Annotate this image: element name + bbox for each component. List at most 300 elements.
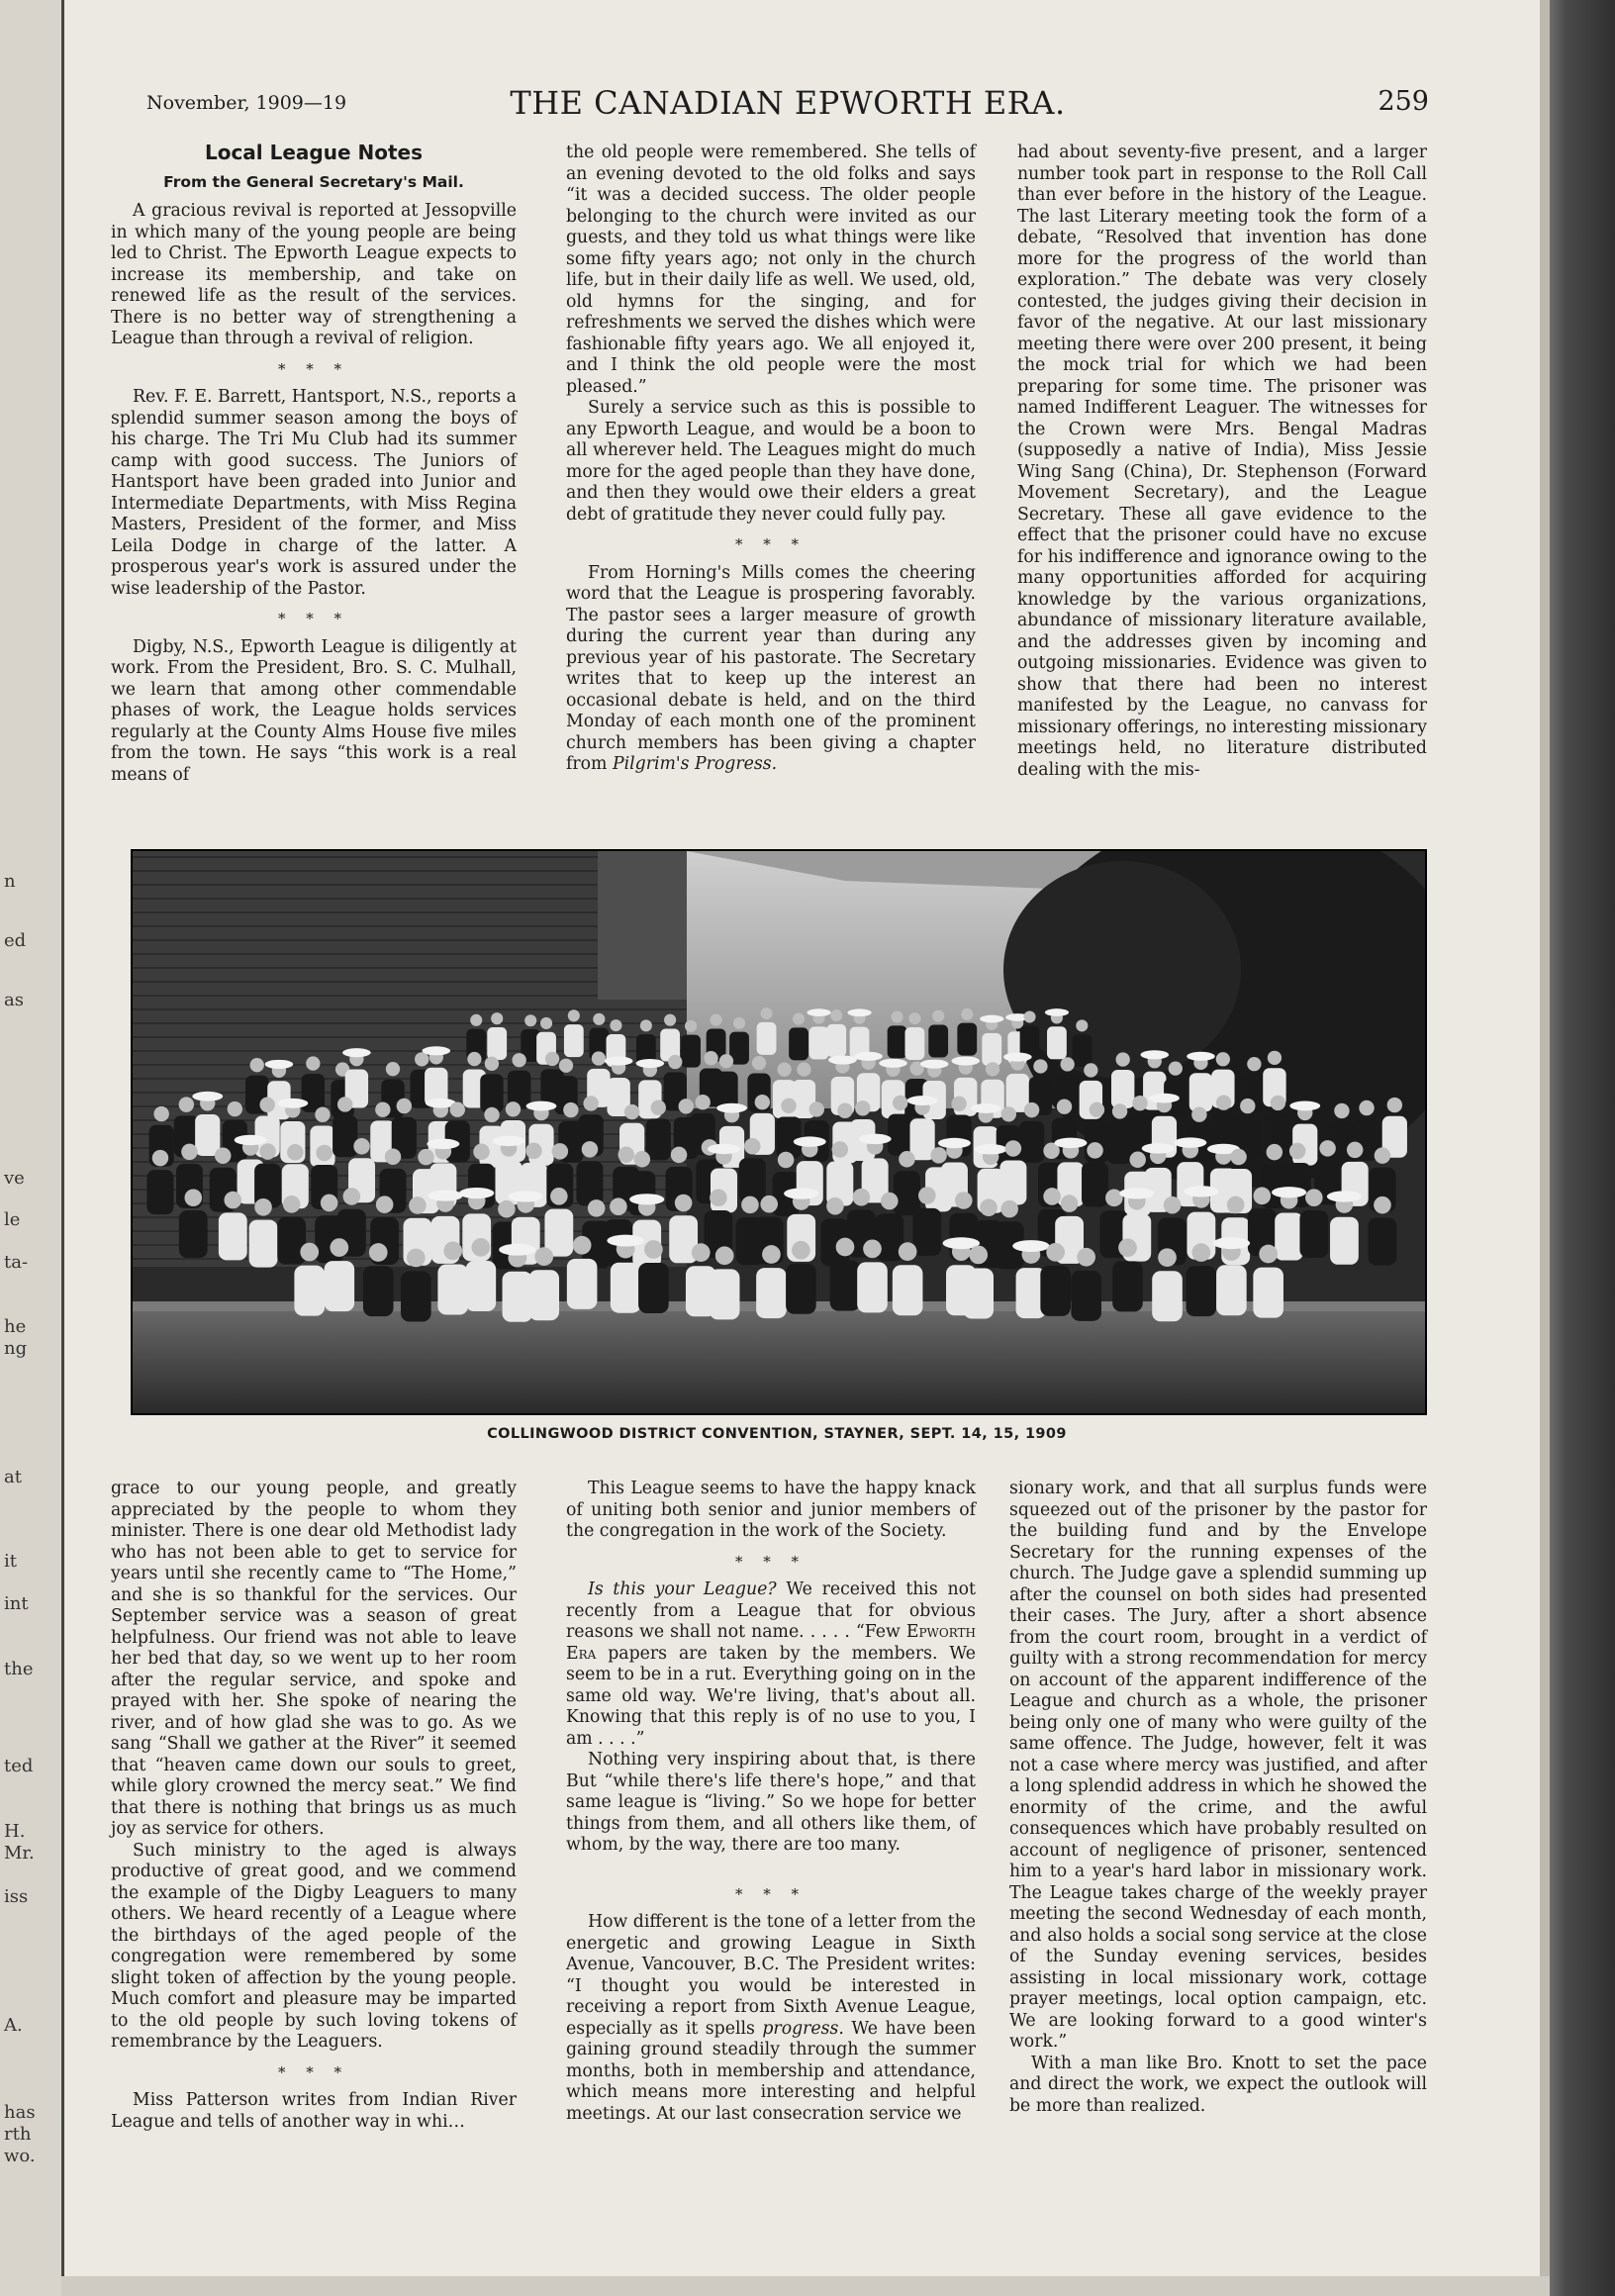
person-hat [794,1136,826,1147]
person-hat [427,1139,459,1150]
person-head [761,1007,773,1019]
person-hat [423,1046,451,1055]
person-hat [1149,1094,1180,1103]
page-number: 259 [1378,86,1429,117]
person-body [894,1171,920,1215]
margin-fragment: rth [4,2124,32,2145]
person-body [466,1261,497,1311]
person-head [337,1097,352,1111]
person-hat [459,1188,494,1198]
person-body [363,1266,394,1316]
person-hat [1012,1240,1049,1252]
person-head [369,1243,388,1262]
person-head [692,1243,711,1262]
person-hat [636,1059,665,1068]
person-head [300,1243,319,1262]
person-body [776,1117,801,1159]
person-head [675,1195,693,1212]
person-head [777,1063,791,1077]
person-body [1369,1217,1397,1265]
person-head [830,1009,842,1021]
person-hat [265,1060,294,1069]
person-body [325,1261,355,1311]
person-head [470,1014,482,1026]
person-hat [971,1103,1001,1113]
person-hat [980,1015,1003,1023]
person-head [181,1144,198,1161]
person-body [1047,1026,1067,1059]
person-hat [975,1144,1007,1155]
person-hat [854,1052,883,1061]
person-head [1164,1196,1182,1214]
column-2 [566,143,976,776]
person-hat [716,1103,747,1113]
margin-fragment: ted [4,1756,34,1776]
person-hat [277,1099,308,1108]
person-head [955,1192,973,1209]
paragraph-text: We received this not recently from a League that for obvious reasons we shall not name. . . . . “Few [566,1579,976,1642]
person-head [250,1058,264,1072]
person-head [832,1141,849,1158]
paragraph: Such ministry to the aged is always productive of great good, and we commend the example of the Digby Leaguers to many others. We heard recently of a League where the birthdays of the aged people of the congregation were remembered by some slight token of affection by the young people. Much comfort and pleasure may be imparted to the old people by such loving tokens of remembrance by the Leaguers. [111,1840,517,2052]
person-head [316,1145,332,1162]
person-head [918,1187,936,1204]
paragraph [566,563,976,776]
person-hat [1119,1188,1154,1198]
person-head [1046,1243,1065,1262]
person-head [1087,1142,1103,1159]
paragraph: This League seems to have the happy knack of uniting both senior and junior members of the congregation in the work of the Society. [566,1479,976,1541]
person-body [1082,1162,1108,1206]
person-body [710,1269,740,1319]
person-head [184,1189,202,1206]
margin-fragment: as [4,990,24,1010]
person-head [908,1012,920,1024]
person-hat [493,1136,525,1147]
person-body [1072,1034,1092,1067]
person-head [1247,1057,1261,1071]
person-hat [509,1191,543,1201]
separator-stars: * * * [277,610,350,627]
person-body [756,1268,787,1318]
publication-name: Epworth Era [566,1622,976,1664]
person-head [1375,1147,1391,1164]
person-head [1061,1195,1079,1212]
person-head [179,1097,194,1111]
person-head [450,1101,465,1116]
paragraph: Digby, N.S., Epworth League is diligently at work. From the President, Bro. S. C. Mulhall, we learn that among other commendable phases of work, the League holds services regularly at the County Alms House five miles from the town. He says “this work is a real means of [111,636,517,785]
person-body [957,1023,977,1056]
separator-stars: * * * [277,359,350,378]
person-head [315,1107,330,1122]
section-subheading: From the General Secretary's Mail. [163,172,464,191]
person-head [744,1138,761,1155]
person-head [951,1097,966,1111]
person-head [610,1019,621,1031]
person-head [343,1188,361,1205]
person-head [552,1143,569,1160]
person-head [491,1012,503,1024]
paragraph-text: papers are taken by the members. We seem to be in a rut. Everything going on in the same old way. We're living, that's about all. Knowing that this reply is of no use to you, I am . . . .” [566,1643,976,1749]
ground [133,1306,1425,1413]
person-hat [828,1055,857,1064]
person-head [1000,1200,1018,1218]
person-head [1374,1196,1391,1214]
margin-fragment: ve [4,1168,25,1189]
person-head [534,1247,553,1266]
person-head [540,1017,552,1029]
issue-date: November, 1909—19 [146,92,347,114]
paragraph-text: We have been gaining ground steadily through the summer months, both in membership and attendance, which means more interesting and helpful meetings. At our last consecration service we [566,2018,976,2124]
person-body [179,1210,208,1258]
person-head [853,1189,871,1206]
person-head [610,1197,627,1215]
publication-title: THE CANADIAN EPWORTH ERA. [510,84,1066,122]
person-head [685,1020,697,1032]
person-body [830,1261,861,1311]
person-head [1077,1248,1095,1267]
paragraph: sionary work, and that all surplus funds were squeezed out of the prisoner by the pastor for the building fund and by the Envelope Secretary for the running expenses of the church. The Judge gave a splendid summing up after the counsel on both sides had presented their cases. The Jury, after a short absence from the court room, brought in a verdict of guilty with a strong recommendation for mercy on account of the apparent indifference of the League and church as a whole, the prisoner being only one of many who were guilty of the same offence. The Judge, however, felt it was not a case where mercy was justified, and after a long splendid address in which he showed the enormity of the crime, and the awful consequences which have probably resulted on account of negligence of prisoner, sentenced him to a year's hard labor in missionary work. The League takes charge of the weekly prayer meeting the second Wednesday of each month, and also holds a social song service at the close of the Sunday evening services, besides assisting in local missionary work, cottage prayer meetings, local option campaign, etc. We are looking forward to a good winter's work.” [1009,1479,1427,2052]
margin-fragment: he [4,1316,27,1337]
paragraph-text: How different is the tone of a letter from the energetic and growing League in Sixth Avenue, Vancouver, B.C. The President writes: “I thought you would be interested in receiving a report from Sixth Avenue League, especially as it spells [566,1912,976,2039]
margin-fragment: has [4,2102,36,2123]
person-head [385,1148,402,1165]
person-head [793,1013,805,1025]
person-head [930,1147,947,1164]
person-hat [1327,1191,1362,1201]
column-4 [111,1479,517,2133]
person-head [1227,1196,1245,1214]
paragraph: A gracious revival is reported at Jessopville in which many of the young people are being led to Christ. The Epworth League expects to increase its membership, and take on renewed life as the result of the services. There is no better way of strengthening a League than through a revival of religion. [111,201,517,348]
person-body [1187,1266,1217,1316]
person-head [1024,1102,1039,1117]
person-head [1061,1057,1075,1071]
person-head [719,1054,733,1068]
person-body [1040,1266,1071,1316]
person-head [152,1150,169,1167]
person-head [634,1151,651,1168]
person-head [1116,1052,1130,1066]
person-hat [784,1188,818,1198]
person-head [1334,1103,1349,1118]
person-body [912,1208,941,1256]
person-head [1240,1099,1255,1113]
person-hat [1140,1050,1169,1059]
paragraph-text: From Horning's Mills comes the cheering word that the League is prospering favorably. The pastor sees a larger measure of growth during the current year than during any previous year of his pastorate. The Secretary writes that to keep up the interest an occasional debate is held, and on the third Monday of each month one of the prominent church members has been giving a chapter from [566,562,976,774]
person-hat [1272,1187,1306,1197]
person-head [668,1055,682,1069]
person-head [1267,1144,1283,1161]
person-body [1111,1070,1134,1108]
person-body [826,1024,846,1057]
person-head [892,1010,903,1022]
person-head [568,1009,580,1021]
person-head [881,1193,899,1210]
person-head [1289,1143,1306,1160]
person-head [741,1196,759,1214]
person-head [797,1062,810,1076]
person-head [755,1095,770,1109]
person-head [837,1103,852,1118]
person-hat [629,1194,664,1204]
scan-left-margin [0,0,64,2296]
person-head [836,1238,855,1257]
person-head [254,1198,272,1216]
person-body [503,1272,533,1322]
person-head [1129,1152,1146,1169]
paragraph: had about seventy-five present, and a larger number took part in response to the Roll Call than ever before in the history of the League. The last Literary meeting took the form of a debate, “Resolved that invention has done more for the progress of the world than exploration.” The debate was very closely contested, the judges giving their decision in favor of the negative. At our last missionary meeting there were over 200 present, it being the mock trial for which we had been preparing for some time. The prisoner was named Indifferent Leaguer. The witnesses for the Crown were Mrs. Bengal Madras (supposedly a native of India), Miss Jessie Wing Sang (China), Dr. Stephenson (Forward Movement Secretary), and the League Secretary. These all gave evidence to the effect that the prisoner could have no excuse for his indifference and ignorance owing to the many opportunities afforded for acquiring knowledge by the various organizations, abundance of missionary literature available, and the addresses given by incoming and outgoing missionaries. Evidence was given to show that there had been no interest manifested by the League, no canvass for missionary offerings, no interesting missionary meetings held, no literature distributed dealing with the mis- [1017,143,1427,780]
person-head [679,1099,694,1113]
margin-fragment: int [4,1593,29,1614]
person-head [283,1196,301,1213]
person-head [513,1053,526,1067]
paragraph [566,1912,976,2125]
margin-fragment: the [4,1659,34,1679]
person-head [1084,1063,1097,1077]
person-head [1132,1096,1147,1110]
person-body [1330,1217,1359,1265]
person-head [1216,1095,1231,1109]
person-hat [951,1056,980,1065]
person-body [1112,1261,1143,1311]
person-hat [1054,1138,1087,1149]
person-body [401,1272,431,1322]
person-body [1189,1073,1212,1111]
person-head [1254,1188,1272,1205]
person-body [611,1263,641,1313]
person-head [583,1096,598,1110]
person-head [1230,1149,1247,1166]
section-heading: Local League Notes [204,141,424,164]
person-hat [920,1060,949,1069]
scan-right-binding [1550,0,1615,2296]
person-head [224,1192,241,1209]
person-body [1071,1271,1101,1321]
margin-fragment: Mr. [4,1843,35,1864]
person-head [353,1138,370,1155]
person-head [1005,1140,1022,1157]
person-head [418,1149,434,1166]
person-head [1090,1102,1104,1117]
person-body [1216,1265,1247,1315]
person-head [778,1152,795,1169]
person-body [888,1025,907,1058]
person-head [863,1239,882,1258]
person-head [287,1144,304,1161]
person-head [651,1100,666,1114]
person-head [407,1249,426,1268]
person-hat [708,1144,740,1155]
person-head [932,1010,944,1022]
italic-word: progress. [762,2018,844,2039]
person-head [376,1196,394,1213]
person-hat [342,1048,371,1057]
column-6 [1009,1479,1427,2117]
person-head [375,1102,390,1117]
person-body [888,1114,912,1156]
person-head [899,1151,915,1168]
person-head [153,1106,168,1121]
margin-fragment: le [4,1209,21,1230]
person-hat [607,1235,643,1247]
person-head [1271,1096,1285,1110]
person-body [681,1035,701,1068]
paragraph: Surely a service such as this is possible to any Epworth League, and would be a boon to all wherever held. The Leagues might do much more for the aged people than they have done, and then they would owe their elders a great debt of gratitude they never could fully pay. [566,398,976,525]
person-head [1387,1098,1402,1112]
page-header [146,84,1429,132]
person-body [564,1024,584,1057]
person-head [467,1052,481,1066]
person-body [195,1114,220,1156]
person-head [593,1013,605,1025]
person-head [969,1246,988,1265]
person-head [1076,1019,1088,1031]
person-body [739,1158,766,1202]
person-body [480,1074,503,1112]
person-head [1169,1061,1183,1075]
person-body [277,1217,306,1265]
person-head [961,1008,973,1020]
person-head [899,1242,917,1261]
person-body [786,1264,816,1314]
person-body [789,1027,808,1060]
person-head [733,1017,745,1029]
person-head [1191,1243,1210,1262]
person-head [752,1056,766,1070]
person-head [671,1147,688,1164]
person-head [545,1052,559,1066]
person-head [1216,1052,1230,1066]
person-head [1305,1189,1323,1206]
person-hat [605,1057,633,1066]
person-head [582,1141,599,1158]
person-hat [847,1008,871,1016]
person-hat [1045,1008,1069,1016]
person-hat [1174,1137,1206,1148]
paragraph: With a man like Bro. Knott to set the pace and direct the work, we expect the outlook will be more than realized. [1009,2053,1427,2116]
column-3 [1017,143,1427,781]
person-head [792,1241,810,1260]
person-head [1259,1245,1278,1264]
person-head [306,1056,320,1070]
person-head [259,1098,274,1112]
person-head [710,1189,727,1206]
paragraph: Rev. F. E. Barrett, Hantsport, N.S., reports a splendid summer season among the boys of his charge. The Tri Mu Club had its summer camp with good success. The Juniors of Hantsport have been graded into Junior and Intermediate Departments, with Miss Regina Masters, President of the former, and Miss Leila Dodge in charge of the latter. A prosperous year's work is assured under the wise leadership of the Pastor. [111,387,517,599]
paragraph: the old people were remembered. She tells of an evening devoted to the old folks and says “it was a decided success. The older people belonging to the church were invited as our guests, and they told us what things were like some fifty years ago; not only in the church life, but in their daily life as well. We used, old, old hymns for the singing, and for refreshments we served the dishes which were fashionable fifty years ago. We all enjoyed it, and I think the old people were the most pleased.” [566,143,976,397]
person-head [664,1014,676,1026]
separator-stars: * * * [734,1884,808,1903]
person-head [1057,1099,1072,1113]
person-head [443,1242,462,1261]
person-head [826,1197,844,1215]
person-body [219,1212,247,1260]
margin-fragment: wo. [4,2146,36,2166]
person-head [228,1101,242,1116]
person-head [781,1099,796,1113]
separator-stars: * * * [277,2062,350,2081]
person-body [1299,1210,1328,1258]
person-head [1033,1059,1047,1073]
person-hat [1184,1186,1218,1196]
person-head [330,1238,348,1257]
person-body [999,1160,1026,1204]
person-hat [428,1190,462,1200]
person-body [1152,1271,1183,1321]
person-body [893,1265,923,1315]
person-body [646,1118,671,1160]
column-1 [111,143,517,786]
person-body [857,1262,888,1312]
person-body [904,1027,924,1060]
person-hat [526,1101,557,1111]
person-hat [807,1008,830,1016]
person-head [624,1104,639,1119]
book-title: Pilgrim's Progress. [612,754,778,774]
person-head [573,1236,592,1255]
column-5 [566,1479,976,2125]
person-head [1319,1140,1336,1157]
scan-right-edge [1540,0,1550,2296]
person-head [640,1019,652,1031]
paragraph [566,1579,976,1750]
person-body [576,1161,603,1205]
person-head [980,1198,998,1216]
person-hat [879,1059,907,1068]
margin-fragment: n [4,871,16,892]
person-hat [192,1092,223,1101]
paragraph: Miss Patterson writes from Indian River League and tells of another way in whi… [111,2090,517,2132]
margin-fragment: it [4,1551,17,1572]
person-head [592,1051,606,1065]
person-hat [1213,1237,1250,1249]
person-head [809,1101,824,1116]
person-head [415,1052,428,1066]
paragraph: grace to our young people, and greatly appreciated by the people to whom they minister. There is one dear old Methodist lady who has not been able to get to service for years until she recently came to “The Home,” and she is so thankful for the services. Our September service was a season of great helpfulness. Our friend was not able to leave her bed that day, so we went up to her room after the regular service, and spoke and prayed with her. She spoke of nearing the river, and of how glad she was to go. As we sang “Shall we gather at the River” it seemed that “heaven came down our souls to greet, while glory crowned the mercy seat.” We find that there is nothing that brings us as much joy as service for others. [111,1479,517,1839]
person-body [567,1259,598,1309]
person-head [321,1195,338,1212]
person-body [928,1024,948,1057]
margin-fragment: ng [4,1338,28,1359]
person-head [855,1100,870,1115]
person-head [259,1143,276,1160]
person-body [146,1170,173,1214]
margin-fragment: at [4,1467,22,1487]
photo-caption: COLLINGWOOD DISTRICT CONVENTION, STAYNER, SEPT. 14, 15, 1909 [487,1426,1067,1442]
person-head [1359,1100,1374,1115]
person-hat [235,1135,267,1146]
person-head [618,1146,635,1163]
person-head [1043,1188,1061,1205]
person-head [588,1199,606,1217]
person-body [638,1263,669,1313]
person-body [249,1220,278,1268]
person-head [472,1238,491,1257]
italic-question: Is this your League? [588,1579,777,1599]
paragraph: Nothing very inspiring about that, is there But “while there's life there's hope,” and that same league is “living.” So we hope for better things from them, and all others like them, of whom, by the way, there are too many. [566,1750,976,1855]
person-head [644,1240,663,1259]
person-body [982,1033,1001,1066]
margin-fragment: ed [4,930,27,951]
person-body [528,1270,559,1320]
person-body [963,1269,994,1319]
person-head [1023,1010,1035,1022]
person-hat [859,1134,892,1145]
person-head [473,1144,490,1161]
person-head [525,1143,542,1160]
person-head [215,1147,232,1164]
person-head [498,1200,516,1218]
person-head [704,1051,717,1065]
